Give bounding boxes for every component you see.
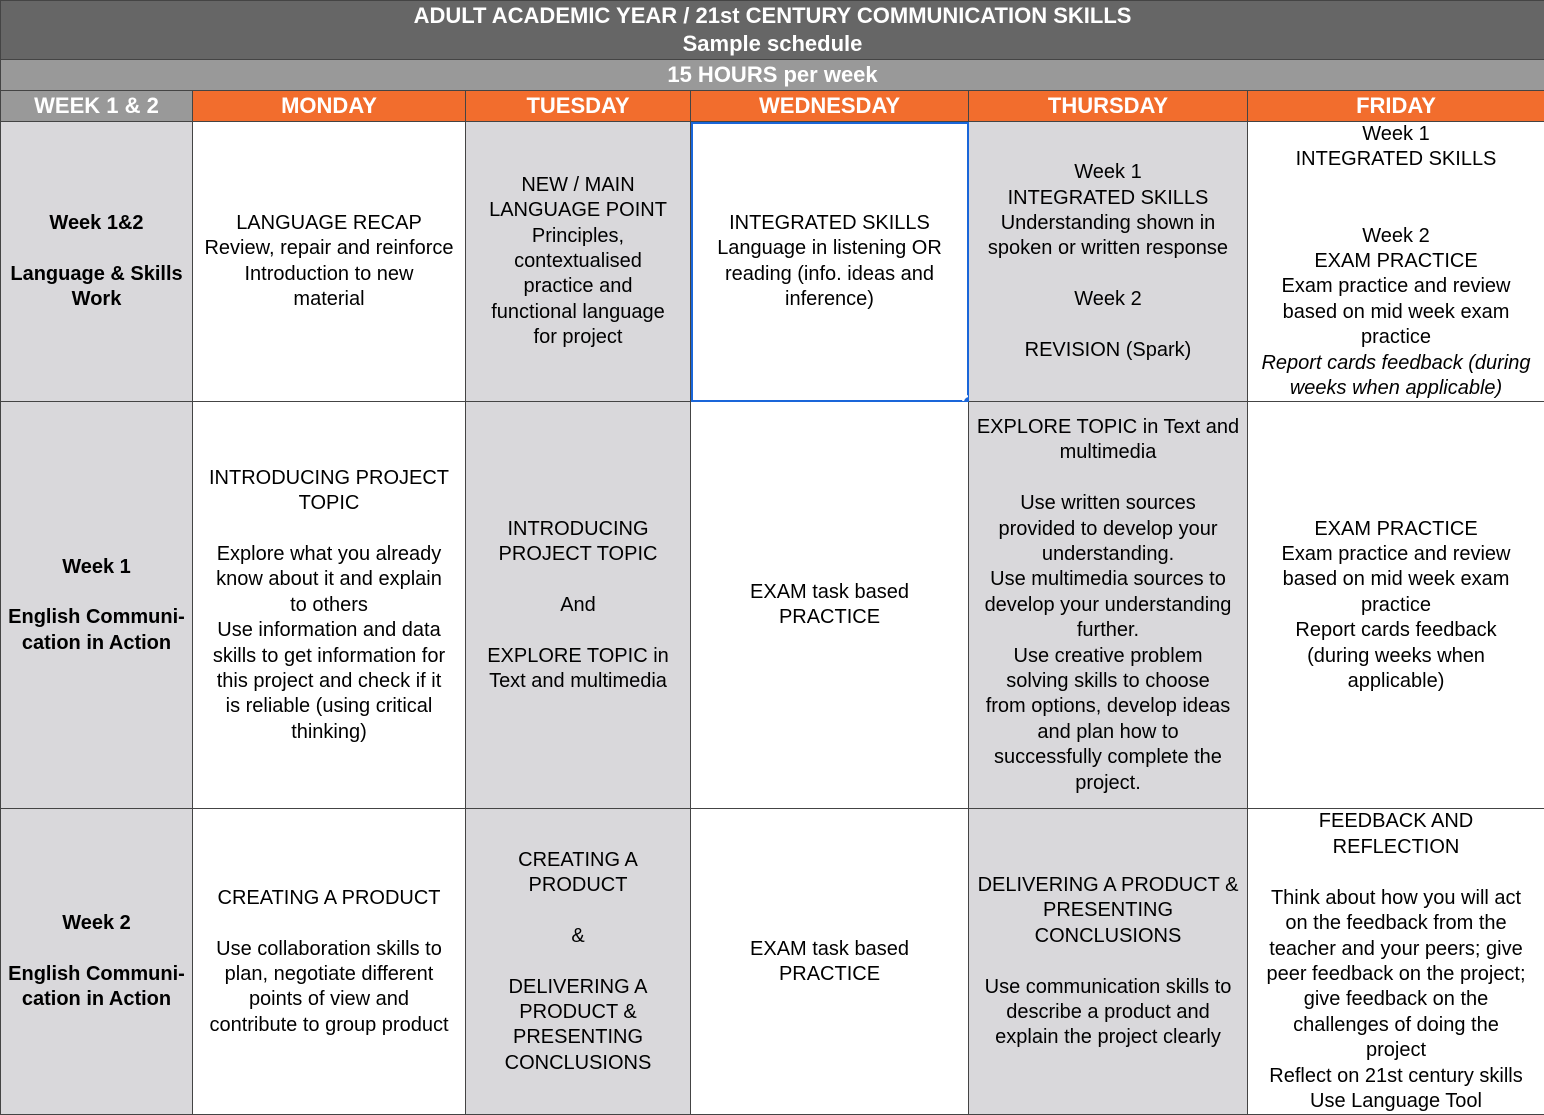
cell-text-line: contribute to group product: [199, 1013, 459, 1038]
row-header-cell[interactable]: [1, 122, 193, 402]
cell-text-line: and plan how to: [975, 720, 1241, 745]
day-header-monday[interactable]: [193, 91, 466, 122]
cell-text-line: PRACTICE: [697, 605, 962, 630]
cell-text-line: LANGUAGE POINT: [472, 198, 684, 223]
cell-text-line: describe a product and: [975, 1000, 1241, 1025]
cell-text-line: Week 1: [975, 160, 1241, 185]
schedule-cell-monday[interactable]: [193, 122, 466, 402]
cell-text-line: INTEGRATED SKILLS: [1254, 147, 1538, 172]
day-label: WEDNESDAY: [759, 93, 900, 118]
row-header-line: [7, 236, 186, 261]
cell-text-line: reading (info. ideas and: [697, 262, 962, 287]
cell-text-line: Use communication skills to: [975, 975, 1241, 1000]
cell-text-line: CREATING A PRODUCT: [199, 886, 459, 911]
cell-text-line: CONCLUSIONS: [472, 1051, 684, 1076]
cell-text-line: Introduction to new: [199, 262, 459, 287]
schedule-cell-wednesday[interactable]: [691, 809, 969, 1115]
cell-text-line: practice and: [472, 274, 684, 299]
row-header-line: [7, 580, 186, 605]
cell-text-line: Text and multimedia: [472, 669, 684, 694]
cell-text-line: [1254, 198, 1538, 223]
cell-text-line: develop your understanding: [975, 593, 1241, 618]
cell-text-line: spoken or written response: [975, 236, 1241, 261]
day-header-thursday[interactable]: [969, 91, 1248, 122]
cell-text-line: PROJECT TOPIC: [472, 542, 684, 567]
cell-text-line: to others: [199, 593, 459, 618]
cell-text-line: challenges of doing the: [1254, 1013, 1538, 1038]
sheet-title: ADULT ACADEMIC YEAR / 21st CENTURY COMMUNICATION SKILLS: [1, 2, 1544, 30]
cell-text-line: Understanding shown in: [975, 211, 1241, 236]
row-header-line: English Communi-: [7, 605, 186, 630]
cell-text-line: DELIVERING A PRODUCT &: [975, 873, 1241, 898]
cell-text-line: INTRODUCING PROJECT: [199, 466, 459, 491]
cell-text-line: Use collaboration skills to: [199, 937, 459, 962]
cell-text-line: [199, 517, 459, 542]
day-label: FRIDAY: [1356, 93, 1436, 118]
row-header-line: Week 2: [7, 911, 186, 936]
cell-text-line: INTRODUCING: [472, 517, 684, 542]
schedule-cell-monday[interactable]: [193, 809, 466, 1115]
row-header-line: cation in Action: [7, 631, 186, 656]
cell-text-line: Use multimedia sources to: [975, 567, 1241, 592]
cell-text-line: based on mid week exam: [1254, 300, 1538, 325]
row-header-line: Week 1&2: [7, 211, 186, 236]
cell-text-line: weeks when applicable): [1254, 376, 1538, 401]
row-header-cell[interactable]: [1, 402, 193, 809]
cell-text-line: And: [472, 593, 684, 618]
cell-text-line: EXPLORE TOPIC in Text and: [975, 415, 1241, 440]
schedule-cell-tuesday[interactable]: [466, 402, 691, 809]
cell-text-line: Language in listening OR: [697, 236, 962, 261]
cell-text-line: skills to get information for: [199, 644, 459, 669]
cell-text-line: from options, develop ideas: [975, 694, 1241, 719]
schedule-cell-friday[interactable]: [1248, 809, 1544, 1115]
cell-text-line: Explore what you already: [199, 542, 459, 567]
cell-text-line: CONCLUSIONS: [975, 924, 1241, 949]
sheet-title-cell[interactable]: [1, 1, 1544, 60]
cell-text-line: [472, 898, 684, 923]
cell-text-line: project: [1254, 1038, 1538, 1063]
cell-text-line: EXPLORE TOPIC in: [472, 644, 684, 669]
cell-text-line: PRACTICE: [697, 962, 962, 987]
cell-text-line: CREATING A: [472, 848, 684, 873]
week-header-cell[interactable]: [1, 91, 193, 122]
day-label: TUESDAY: [526, 93, 629, 118]
sheet-subtitle: Sample schedule: [1, 30, 1544, 58]
cell-text-line: [472, 618, 684, 643]
day-header-tuesday[interactable]: [466, 91, 691, 122]
fill-handle[interactable]: [962, 395, 969, 402]
cell-text-line: functional language: [472, 300, 684, 325]
cell-text-line: [975, 466, 1241, 491]
schedule-row-1: [1, 122, 1544, 402]
cell-text-line: Week 2: [975, 287, 1241, 312]
cell-text-line: Review, repair and reinforce: [199, 236, 459, 261]
cell-text-line: Use information and data: [199, 618, 459, 643]
cell-text-line: Reflect on 21st century skills: [1254, 1064, 1538, 1089]
cell-text-line: PRESENTING: [975, 898, 1241, 923]
row-header-line: English Communi-: [7, 962, 186, 987]
cell-text-line: (during weeks when: [1254, 644, 1538, 669]
cell-text-line: this project and check if it: [199, 669, 459, 694]
hours-per-week: 15 HOURS per week: [667, 62, 877, 87]
day-header-friday[interactable]: [1248, 91, 1544, 122]
cell-text-line: EXAM PRACTICE: [1254, 517, 1538, 542]
row-header-line: cation in Action: [7, 987, 186, 1012]
cell-text-line: Use creative problem: [975, 644, 1241, 669]
cell-text-line: explain the project clearly: [975, 1025, 1241, 1050]
cell-text-line: INTEGRATED SKILLS: [697, 211, 962, 236]
schedule-cell-tuesday[interactable]: [466, 809, 691, 1115]
cell-text-line: PRESENTING: [472, 1025, 684, 1050]
row-header-line: Work: [7, 287, 186, 312]
cell-text-line: FEEDBACK AND REFLECTION: [1254, 809, 1538, 860]
hours-per-week-cell[interactable]: [1, 60, 1544, 91]
cell-text-line: EXAM task based: [697, 580, 962, 605]
cell-text-line: [472, 949, 684, 974]
cell-text-line: successfully complete the: [975, 745, 1241, 770]
schedule-cell-thursday[interactable]: [969, 122, 1248, 402]
cell-text-line: practice: [1254, 593, 1538, 618]
cell-text-line: know about it and explain: [199, 567, 459, 592]
cell-text-line: &: [472, 924, 684, 949]
cell-text-line: solving skills to choose: [975, 669, 1241, 694]
row-header-line: Week 1: [7, 555, 186, 580]
cell-text-line: [1254, 173, 1538, 198]
schedule-row-3: [1, 809, 1544, 1115]
schedule-cell-monday[interactable]: [193, 402, 466, 809]
cell-text-line: Week 1: [1254, 122, 1538, 147]
week-header: WEEK 1 & 2: [34, 93, 159, 118]
day-label: MONDAY: [281, 93, 377, 118]
cell-text-line: TOPIC: [199, 491, 459, 516]
schedule-cell-friday[interactable]: [1248, 122, 1544, 402]
cell-text-line: Exam practice and review: [1254, 542, 1538, 567]
cell-text-line: on the feedback from the: [1254, 911, 1538, 936]
cell-text-line: [975, 949, 1241, 974]
cell-text-line: EXAM task based: [697, 937, 962, 962]
cell-text-line: [199, 911, 459, 936]
cell-text-line: Principles,: [472, 224, 684, 249]
cell-text-line: Use written sources: [975, 491, 1241, 516]
schedule-row-2: [1, 402, 1544, 809]
cell-text-line: inference): [697, 287, 962, 312]
cell-text-line: NEW / MAIN: [472, 173, 684, 198]
cell-text-line: plan, negotiate different: [199, 962, 459, 987]
schedule-cell-thursday[interactable]: [969, 402, 1248, 809]
cell-text-line: peer feedback on the project;: [1254, 962, 1538, 987]
day-label: THURSDAY: [1048, 93, 1168, 118]
cell-text-line: Report cards feedback (during: [1254, 351, 1538, 376]
cell-text-line: for project: [472, 325, 684, 350]
row-header-cell[interactable]: [1, 809, 193, 1115]
cell-text-line: multimedia: [975, 440, 1241, 465]
schedule-cell-wednesday-selected[interactable]: [691, 122, 969, 402]
cell-text-line: [975, 262, 1241, 287]
cell-text-line: Think about how you will act: [1254, 886, 1538, 911]
cell-text-line: REVISION (Spark): [975, 338, 1241, 363]
cell-text-line: Use Language Tool: [1254, 1089, 1538, 1114]
cell-text-line: contextualised: [472, 249, 684, 274]
cell-text-line: thinking): [199, 720, 459, 745]
schedule-cell-tuesday[interactable]: [466, 122, 691, 402]
cell-text-line: Report cards feedback: [1254, 618, 1538, 643]
cell-text-line: EXAM PRACTICE: [1254, 249, 1538, 274]
cell-text-line: [975, 313, 1241, 338]
day-header-wednesday[interactable]: [691, 91, 969, 122]
cell-text-line: provided to develop your: [975, 517, 1241, 542]
cell-text-line: material: [199, 287, 459, 312]
cell-text-line: practice: [1254, 325, 1538, 350]
row-header-line: [7, 937, 186, 962]
cell-text-line: [472, 567, 684, 592]
schedule-cell-friday[interactable]: [1248, 402, 1544, 809]
cell-text-line: LANGUAGE RECAP: [199, 211, 459, 236]
cell-text-line: is reliable (using critical: [199, 694, 459, 719]
cell-text-line: further.: [975, 618, 1241, 643]
cell-text-line: project.: [975, 771, 1241, 796]
cell-text-line: DELIVERING A: [472, 975, 684, 1000]
cell-text-line: based on mid week exam: [1254, 567, 1538, 592]
cell-text-line: applicable): [1254, 669, 1538, 694]
cell-text-line: Week 2: [1254, 224, 1538, 249]
cell-text-line: PRODUCT &: [472, 1000, 684, 1025]
schedule-cell-thursday[interactable]: [969, 809, 1248, 1115]
cell-text-line: points of view and: [199, 987, 459, 1012]
cell-text-line: PRODUCT: [472, 873, 684, 898]
cell-text-line: [1254, 860, 1538, 885]
cell-text-line: teacher and your peers; give: [1254, 937, 1538, 962]
cell-text-line: Exam practice and review: [1254, 274, 1538, 299]
row-header-line: Language & Skills: [7, 262, 186, 287]
cell-text-line: give feedback on the: [1254, 987, 1538, 1012]
cell-text-line: understanding.: [975, 542, 1241, 567]
schedule-cell-wednesday[interactable]: [691, 402, 969, 809]
cell-text-line: INTEGRATED SKILLS: [975, 186, 1241, 211]
